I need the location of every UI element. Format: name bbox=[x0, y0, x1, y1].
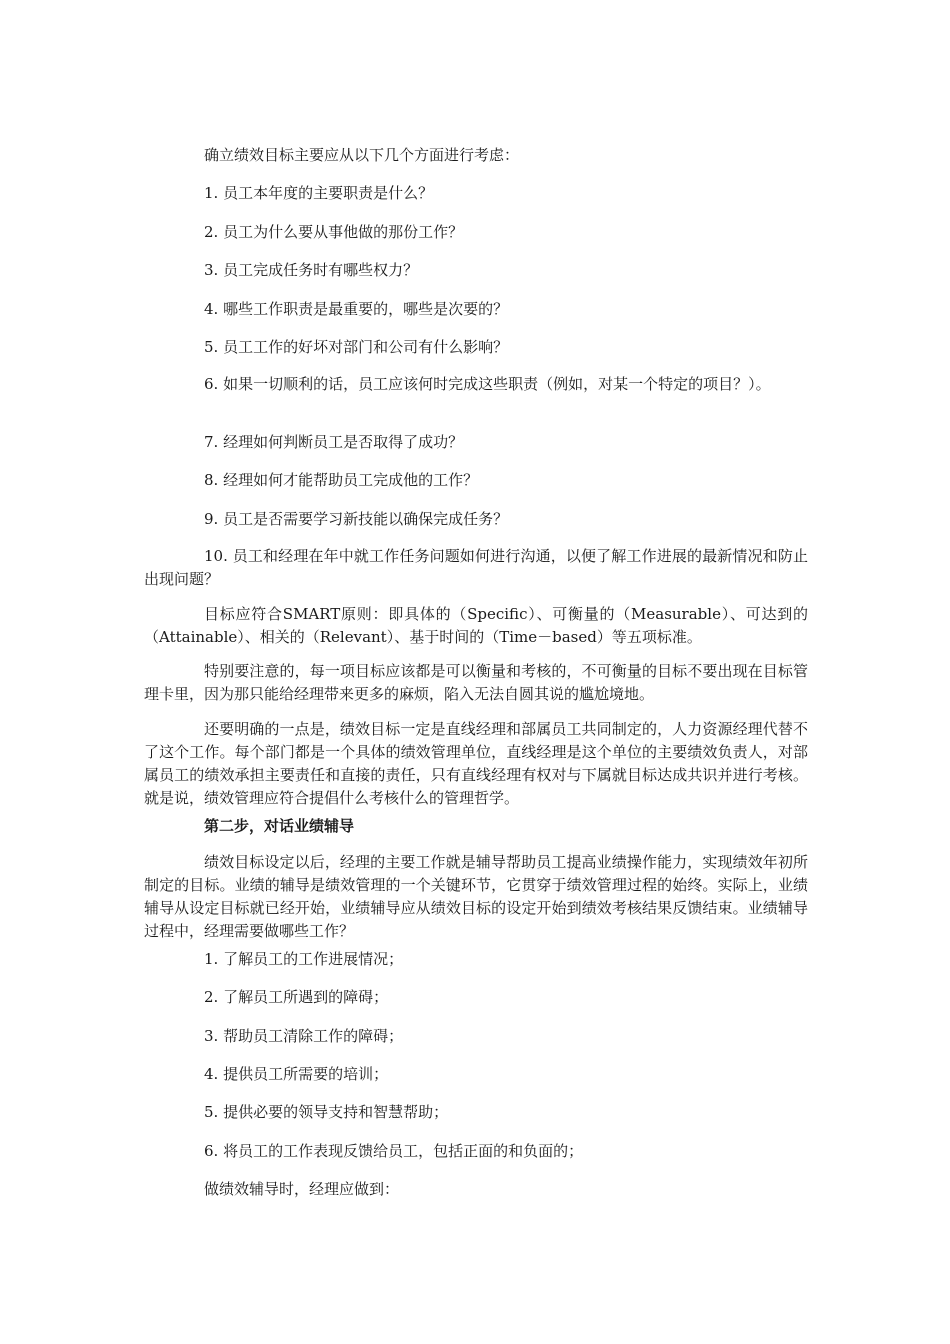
question-item-9: 9. 员工是否需要学习新技能以确保完成任务？ bbox=[204, 510, 509, 528]
question-item-2: 2. 员工为什么要从事他做的那份工作？ bbox=[204, 223, 464, 241]
question-item-8: 8. 经理如何才能帮助员工完成他的工作？ bbox=[204, 471, 479, 489]
task-item-1: 1. 了解员工的工作进展情况； bbox=[204, 950, 404, 968]
step2-paragraph: 绩效目标设定以后，经理的主要工作就是辅导帮助员工提高业绩操作能力，实现绩效年初所制定的目标。业绩的辅导是绩效管理的一个关键环节，它贯穿于绩效管理过程的始终。实际上，业绩辅导从设定目标就已经开始，业绩辅导应从绩效目标的设定开始到绩效考核结果反馈结束。业绩辅导过程中，经理需要做哪些工作？ bbox=[144, 853, 808, 940]
question-item-3: 3. 员工完成任务时有哪些权力？ bbox=[204, 261, 419, 279]
question-item-7: 7. 经理如何判断员工是否取得了成功？ bbox=[204, 433, 464, 451]
task-item-5: 5. 提供必要的领导支持和智慧帮助； bbox=[204, 1103, 449, 1121]
question-item-5: 5. 员工工作的好坏对部门和公司有什么影响？ bbox=[204, 338, 509, 356]
task-item-4: 4. 提供员工所需要的培训； bbox=[204, 1065, 389, 1083]
closing-paragraph: 做绩效辅导时，经理应做到： bbox=[204, 1180, 400, 1198]
intro-paragraph: 确立绩效目标主要应从以下几个方面进行考虑： bbox=[204, 146, 520, 164]
task-item-2: 2. 了解员工所遇到的障碍； bbox=[204, 988, 389, 1006]
question-item-10: 10. 员工和经理在年中就工作任务问题如何进行沟通，以便了解工作进展的最新情况和防止出现问题？ bbox=[144, 547, 808, 588]
step2-heading: 第二步，对话业绩辅导 bbox=[204, 817, 355, 835]
task-item-6: 6. 将员工的工作表现反馈给员工，包括正面的和负面的； bbox=[204, 1142, 584, 1160]
smart-paragraph: 目标应符合SMART原则：即具体的（Specific）、可衡量的（Measurable）、可达到的（Attainable）、相关的（Relevant）、基于时间的（Time－based）等五项标准。 bbox=[144, 605, 808, 646]
question-item-1: 1. 员工本年度的主要职责是什么？ bbox=[204, 184, 434, 202]
joint-setting-paragraph: 还要明确的一点是，绩效目标一定是直线经理和部属员工共同制定的，人力资源经理代替不了这个工作。每个部门都是一个具体的绩效管理单位，直线经理是这个单位的主要绩效负责人，对部属员工的绩效承担主要责任和直接的责任，只有直线经理有权对与下属就目标达成共识并进行考核。就是说，绩效管理应符合提倡什么考核什么的管理哲学。 bbox=[144, 720, 808, 807]
measurable-paragraph: 特别要注意的，每一项目标应该都是可以衡量和考核的，不可衡量的目标不要出现在目标管理卡里，因为那只能给经理带来更多的麻烦，陷入无法自圆其说的尴尬境地。 bbox=[144, 662, 808, 703]
question-item-4: 4. 哪些工作职责是最重要的，哪些是次要的？ bbox=[204, 300, 509, 318]
question-item-6: 6. 如果一切顺利的话，员工应该何时完成这些职责（例如，对某一个特定的项目？）。 bbox=[204, 375, 771, 393]
task-item-3: 3. 帮助员工清除工作的障碍； bbox=[204, 1027, 404, 1045]
